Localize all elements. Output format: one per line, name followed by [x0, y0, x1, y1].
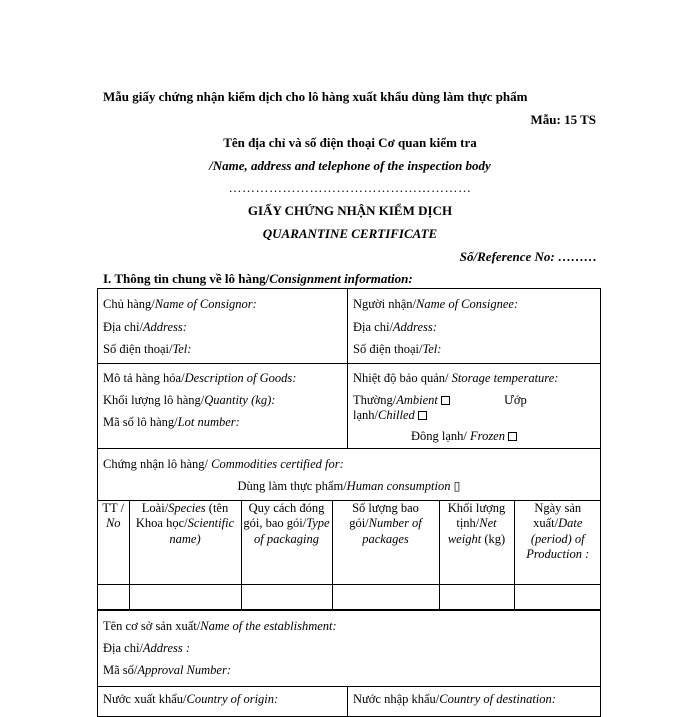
consignor-cell: [98, 289, 348, 364]
col-header-production-date: Ngày sản xuất/Date (period) of Production :: [514, 500, 601, 584]
col-header-net-weight: Khối lượng tịnh/Net weight (kg): [439, 500, 514, 584]
row-cell-net-weight[interactable]: [439, 584, 514, 609]
form-code: Mẫu: 15 TS: [530, 112, 596, 127]
destination-country-cell: [348, 686, 601, 716]
row-cell-packages[interactable]: [332, 584, 439, 609]
origin-country-cell: [98, 686, 348, 716]
storage-cell: [348, 363, 601, 448]
col-header-no: TT / No: [98, 500, 129, 584]
inspection-body-dots: ………………………………………………: [228, 180, 472, 195]
goods-cell: [98, 363, 348, 448]
goods-description-field: Mô tả hàng hóa/Description of Goods:: [103, 370, 297, 385]
form-title: Mẫu giấy chứng nhận kiểm dịch cho lô hàng xuất khẩu dùng làm thực phẩm: [103, 89, 528, 104]
chilled-option: lạnh/Chilled: [353, 408, 595, 423]
col-header-species: Loài/Species (tên Khoa học/Scientific name): [129, 500, 241, 584]
frozen-option: Đông lạnh/ Frozen: [353, 429, 595, 444]
consignor-tel-field: Số điện thoại/Tel:: [103, 342, 192, 356]
consignor-address-field: Địa chỉ/Address:: [103, 319, 187, 334]
destination-country-field: Nước nhập khẩu/Country of destination:: [353, 691, 556, 706]
goods-quantity-field: Khối lượng lô hàng/Quantity (kg):: [103, 392, 276, 407]
goods-detail-table: [98, 500, 601, 610]
consignee-name-field: Người nhận/Name of Consignee:: [353, 297, 519, 311]
chilled-label-part1: Ướp: [504, 392, 527, 407]
human-consumption-checkbox[interactable]: ▯: [453, 478, 461, 493]
establishment-address-field: Địa chỉ/Address :: [103, 640, 191, 655]
col-header-packaging: Quy cách đóng gói, bao gói/Type of packaging: [241, 500, 332, 584]
certificate-title-en: QUARANTINE CERTIFICATE: [262, 226, 438, 241]
ambient-checkbox[interactable]: [441, 396, 450, 405]
establishment-approval-field: Mã số/Approval Number:: [103, 662, 231, 677]
consignee-cell: [348, 289, 601, 364]
certified-cell: [98, 448, 601, 610]
origin-country-field: Nước xuất khẩu/Country of origin:: [103, 691, 279, 706]
consignee-address-field: Địa chỉ/Address:: [353, 319, 437, 334]
consignor-name-field: Chủ hàng/Name of Consignor:: [103, 297, 257, 311]
col-header-packages: Số lượng bao gói/Number of packages: [332, 500, 439, 584]
inspection-body-name-en: /Name, address and telephone of the inspection body: [209, 158, 491, 173]
certificate-title-vi: GIẤY CHỨNG NHẬN KIỂM DỊCH: [247, 203, 453, 218]
reference-number: Số/Reference No: ………: [459, 249, 597, 264]
section1-heading: I. Thông tin chung về lô hàng/Consignment information:: [103, 271, 413, 286]
row-cell-species[interactable]: [129, 584, 241, 609]
goods-detail-header-row: [98, 500, 601, 584]
ambient-option: Thường/Ambient: [353, 393, 450, 407]
chilled-checkbox[interactable]: [418, 411, 427, 420]
consignee-tel-field: Số điện thoại/Tel:: [353, 342, 442, 356]
storage-temperature-label: Nhiệt độ bảo quản/ Storage temperature:: [353, 370, 559, 385]
table-row: [98, 584, 601, 609]
consignment-table: [97, 288, 601, 717]
human-consumption-option: Dùng làm thực phẩm/Human consumption ▯: [237, 478, 461, 493]
commodities-certified-label: Chứng nhận lô hàng/ Commodities certified for:: [103, 456, 344, 471]
establishment-cell: [98, 610, 601, 686]
frozen-checkbox[interactable]: [508, 432, 517, 441]
goods-lot-field: Mã số lô hàng/Lot number:: [103, 414, 240, 429]
row-cell-packaging[interactable]: [241, 584, 332, 609]
establishment-name-field: Tên cơ sở sản xuất/Name of the establishment:: [103, 618, 337, 633]
row-cell-no[interactable]: [98, 584, 129, 609]
inspection-body-name-vi: Tên địa chỉ và số điện thoại Cơ quan kiểm tra: [223, 135, 477, 150]
row-cell-production-date[interactable]: [514, 584, 601, 609]
